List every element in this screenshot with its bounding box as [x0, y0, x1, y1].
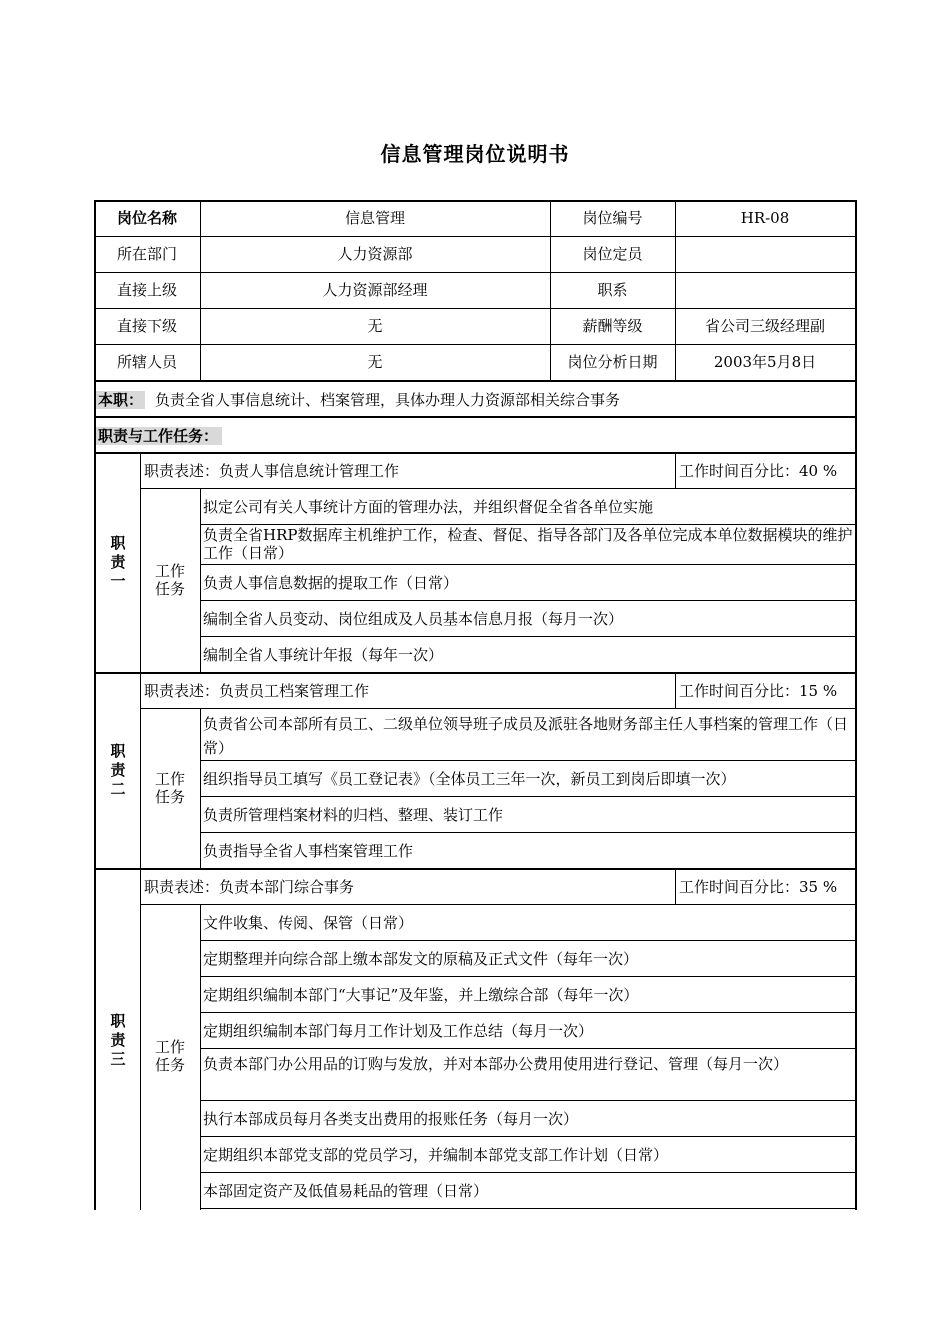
main-duty-text: 负责全省人事信息统计、档案管理，具体办理人力资源部相关综合事务 — [155, 391, 621, 409]
post-name-label: 岗位名称 — [116, 209, 177, 227]
duty-1-description: 职责表述：负责人事信息统计管理工作 — [144, 462, 400, 480]
department-label: 所在部门 — [116, 245, 177, 263]
duty-3-percent: 工作时间百分比：35 % — [679, 878, 838, 896]
duty-2-label: 职 责 二 — [110, 742, 126, 798]
duty-1-task-4: 编制全省人员变动、岗位组成及人员基本信息月报（每月一次） — [203, 610, 624, 628]
job-description-table — [94, 200, 857, 1210]
subordinate-value: 无 — [367, 317, 383, 335]
duty-2-description: 职责表述：负责员工档案管理工作 — [144, 682, 370, 700]
pay-grade-value: 省公司三级经理副 — [704, 317, 825, 335]
duty-3-label: 职 责 三 — [110, 1012, 126, 1068]
duties-header: 职责与工作任务： — [96, 427, 222, 445]
duty-1-task-label: 工作 任务 — [154, 562, 185, 598]
managed-staff-label: 所辖人员 — [116, 353, 177, 371]
headcount-label: 岗位定员 — [582, 245, 643, 263]
duty-3-task-5: 负责本部门办公用品的订购与发放，并对本部办公费用使用进行登记、管理（每月一次） — [203, 1055, 789, 1073]
superior-value: 人力资源部经理 — [322, 281, 428, 299]
duty-3-task-7: 定期组织本部党支部的党员学习，并编制本部党支部工作计划（日常） — [203, 1146, 669, 1164]
duty-3-task-2: 定期整理并向综合部上缴本部发文的原稿及正式文件（每年一次） — [203, 950, 639, 968]
analysis-date-value: 2003年5月8日 — [713, 353, 817, 371]
superior-label: 直接上级 — [116, 281, 177, 299]
duty-3-task-6: 执行本部成员每月各类支出费用的报账任务（每月一次） — [203, 1110, 579, 1128]
analysis-date-label: 岗位分析日期 — [567, 353, 658, 371]
duty-2-task-3: 负责所管理档案材料的归档、整理、装订工作 — [203, 806, 504, 824]
duty-1-percent: 工作时间百分比：40 % — [679, 462, 838, 480]
duty-3-task-4: 定期组织编制本部门每月工作计划及工作总结（每月一次） — [203, 1022, 594, 1040]
post-name-value: 信息管理 — [344, 209, 405, 227]
duty-2-task-2: 组织指导员工填写《员工登记表》（全体员工三年一次，新员工到岗后即填一次） — [203, 770, 736, 788]
duty-1-task-5: 编制全省人事统计年报（每年一次） — [203, 646, 444, 664]
duty-3-task-1: 文件收集、传阅、保管（日常） — [203, 914, 414, 932]
duty-3-task-8: 本部固定资产及低值易耗品的管理（日常） — [203, 1182, 489, 1200]
post-code-value: HR-08 — [740, 209, 790, 227]
page-title: 信息管理岗位说明书 — [380, 142, 570, 166]
duty-1-task-3: 负责人事信息数据的提取工作（日常） — [203, 574, 459, 592]
post-code-label: 岗位编号 — [582, 209, 643, 227]
duty-3-task-3: 定期组织编制本部门“大事记”及年鉴，并上缴综合部（每年一次） — [203, 986, 639, 1004]
duty-2-task-4: 负责指导全省人事档案管理工作 — [203, 842, 414, 860]
job-series-label: 职系 — [597, 281, 628, 299]
duty-1-label: 职 责 一 — [110, 534, 126, 590]
pay-grade-label: 薪酬等级 — [582, 317, 643, 335]
subordinate-label: 直接下级 — [116, 317, 177, 335]
main-duty-label: 本职： — [98, 391, 144, 409]
managed-staff-value: 无 — [367, 353, 383, 371]
duty-2-percent: 工作时间百分比：15 % — [679, 682, 838, 700]
duty-2-task-1: 负责省公司本部所有员工、二级单位领导班子成员及派驻各地财务部主任人事档案的管理工作（日常） — [203, 715, 849, 757]
duty-3-description: 职责表述：负责本部门综合事务 — [144, 878, 355, 896]
department-value: 人力资源部 — [337, 245, 413, 263]
duty-2-task-label: 工作 任务 — [154, 770, 185, 806]
duty-1-task-1: 拟定公司有关人事统计方面的管理办法，并组织督促全省各单位实施 — [203, 498, 654, 516]
duty-3-task-label: 工作 任务 — [154, 1038, 185, 1074]
duty-1-task-2: 负责全省HRP数据库主机维护工作，检查、督促、指导各部门及各单位完成本单位数据模块的维护工作（日常） — [203, 526, 853, 562]
